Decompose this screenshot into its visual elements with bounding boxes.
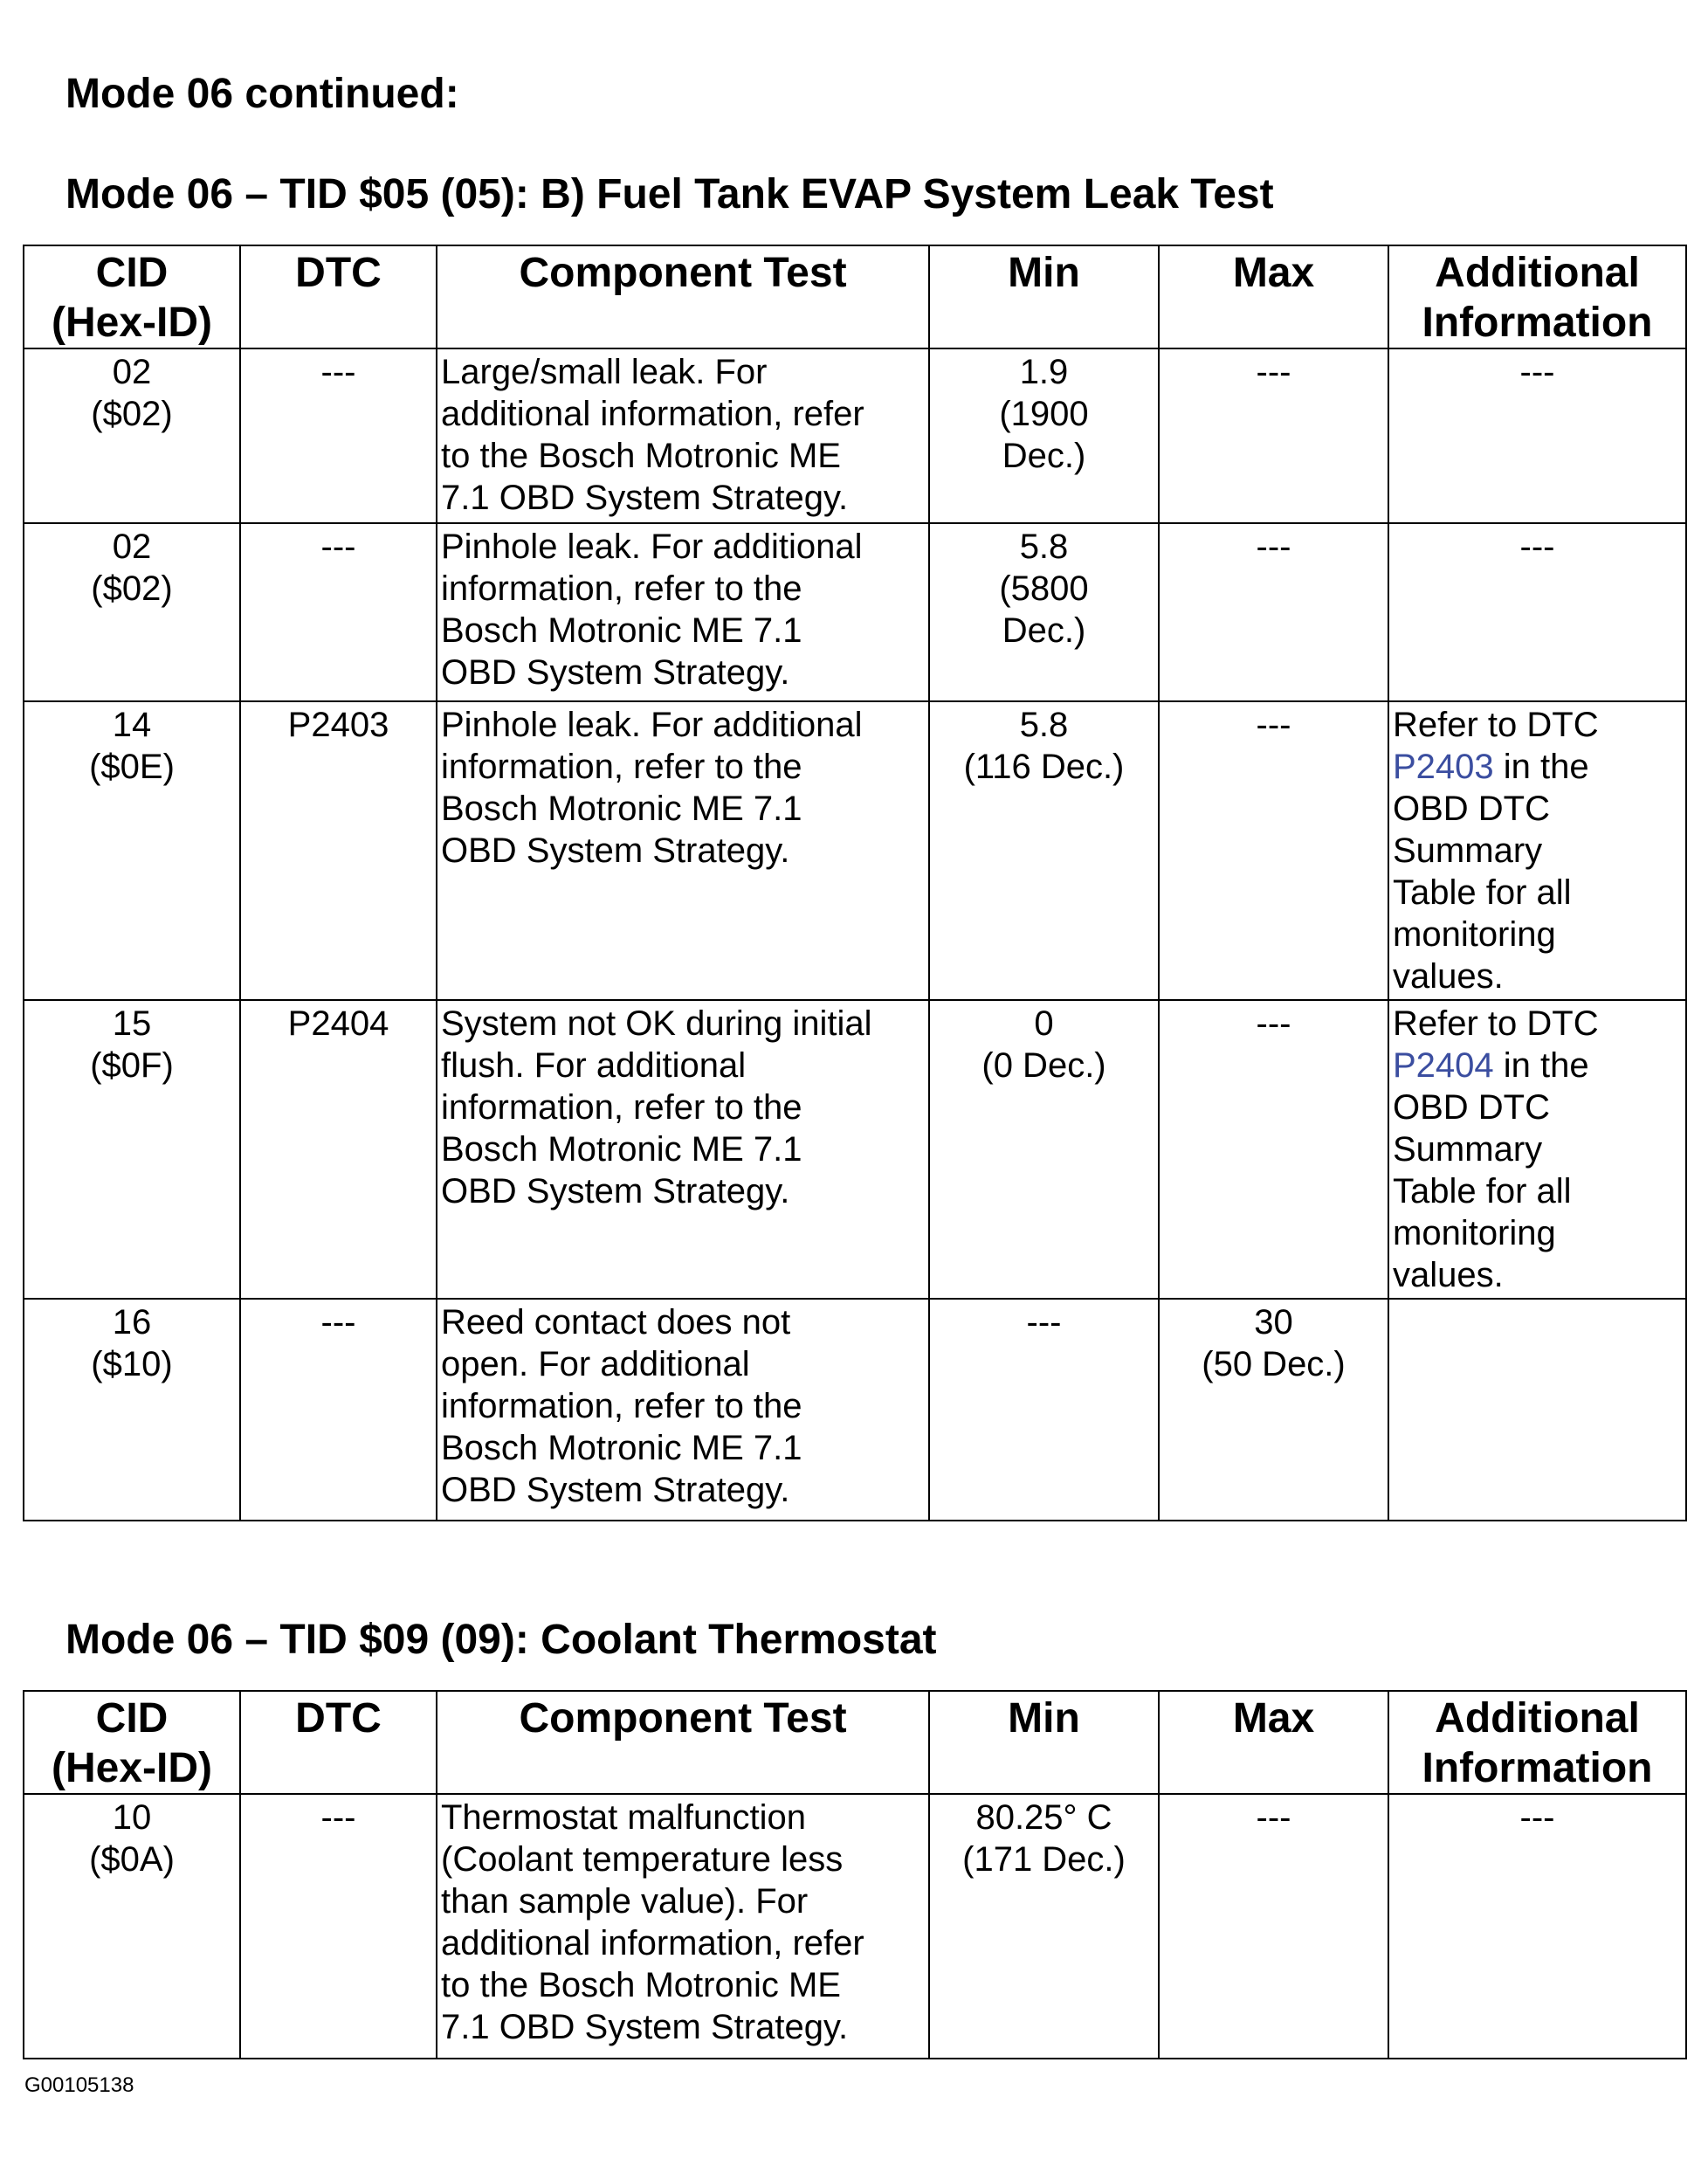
table-row [24, 523, 1686, 701]
cell-line: ($02) [91, 395, 173, 433]
min-cell [929, 523, 1159, 701]
cell-line: OBD DTC [1393, 1088, 1550, 1127]
cell-line: (171 Dec.) [962, 1840, 1126, 1879]
cell-line [1393, 746, 1682, 788]
cell-line: Dec.) [1002, 611, 1086, 650]
table-header-row [24, 1691, 1686, 1794]
cell-line: OBD DTC [1393, 790, 1550, 828]
cell-line: 02 [112, 353, 152, 391]
col-header-dtc: DTC [240, 1691, 437, 1794]
cell-line: --- [1256, 353, 1291, 391]
min-cell [929, 1299, 1159, 1521]
cell-line: than sample value). For [441, 1882, 809, 1921]
cell-line: 7.1 OBD System Strategy. [441, 479, 849, 517]
cell-line: (1900 [999, 395, 1089, 433]
cell-line: Refer to DTC [1393, 1004, 1599, 1043]
cell-line: (50 Dec.) [1202, 1345, 1346, 1383]
cell-line: 5.8 [1019, 706, 1069, 744]
cell-line: information, refer to the [441, 569, 802, 608]
dtc-reference-link[interactable]: P2404 [1393, 1046, 1494, 1085]
cell-line: Table for all [1393, 1172, 1572, 1211]
cell-line: values. [1393, 1256, 1504, 1294]
cell-line: Dec.) [1002, 437, 1086, 475]
cell-line: 02 [112, 528, 152, 566]
cell-line: ($02) [91, 569, 173, 608]
cell-line: Bosch Motronic ME 7.1 [441, 790, 802, 828]
link-suffix-text: in the [1493, 748, 1589, 786]
cell-line: to the Bosch Motronic ME [441, 1966, 841, 2004]
cell-line: monitoring [1393, 915, 1556, 954]
cell-line: Reed contact does not [441, 1303, 791, 1342]
cell-line: monitoring [1393, 1214, 1556, 1252]
table-row [24, 701, 1686, 1000]
cell-line: ($0F) [90, 1046, 174, 1085]
max-cell [1159, 348, 1388, 523]
max-cell [1159, 701, 1388, 1000]
component-test-cell [437, 701, 929, 1000]
cell-line: --- [1256, 706, 1291, 744]
cell-line: 80.25° C [975, 1798, 1112, 1837]
cell-line: Refer to DTC [1393, 706, 1599, 744]
cell-line: Bosch Motronic ME 7.1 [441, 611, 802, 650]
cell-line: --- [1256, 1798, 1291, 1837]
cell-line: 30 [1254, 1303, 1293, 1342]
link-suffix-text: in the [1493, 1046, 1589, 1085]
component-test-cell [437, 523, 929, 701]
additional-info-cell [1388, 701, 1686, 1000]
table1-title: Mode 06 – TID $05 (05): B) Fuel Tank EVAP System Leak Test [65, 171, 1274, 217]
cell-line: Pinhole leak. For additional [441, 528, 863, 566]
dtc-cell: --- [240, 1299, 437, 1521]
cell-line: ($0A) [89, 1840, 175, 1879]
cell-line: (116 Dec.) [963, 748, 1125, 786]
cell-line: 0 [1034, 1004, 1054, 1043]
cell-line: information, refer to the [441, 748, 802, 786]
cell-line: OBD System Strategy. [441, 653, 790, 692]
col-header-max: Max [1159, 1691, 1388, 1794]
cell-line: Table for all [1393, 873, 1572, 912]
table-row [24, 1794, 1686, 2059]
cell-line: additional information, refer [441, 395, 864, 433]
cell-line: 10 [112, 1798, 152, 1837]
dtc-cell: --- [240, 523, 437, 701]
max-cell [1159, 523, 1388, 701]
cell-line: --- [1026, 1303, 1062, 1342]
cell-line: Summary [1393, 831, 1543, 870]
dtc-cell: --- [240, 348, 437, 523]
col-header-min: Min [929, 245, 1159, 348]
cell-line: OBD System Strategy. [441, 1172, 790, 1211]
min-cell [929, 701, 1159, 1000]
col-header-component-test: Component Test [437, 245, 929, 348]
dtc-cell: P2403 [240, 701, 437, 1000]
table-row [24, 1299, 1686, 1521]
cell-line [1393, 1045, 1682, 1086]
cell-line: (Coolant temperature less [441, 1840, 844, 1879]
cell-line: --- [1256, 528, 1291, 566]
cid-cell [24, 523, 240, 701]
min-cell [929, 1000, 1159, 1299]
col-header-additional-info: Additional Information [1388, 245, 1686, 348]
cell-line: OBD System Strategy. [441, 831, 790, 870]
table-row [24, 348, 1686, 523]
cell-line: 7.1 OBD System Strategy. [441, 2008, 849, 2046]
cell-line: values. [1393, 957, 1504, 996]
cid-cell [24, 1000, 240, 1299]
min-cell [929, 1794, 1159, 2059]
additional-info-cell: --- [1388, 1794, 1686, 2059]
cid-cell [24, 1299, 240, 1521]
max-cell [1159, 1000, 1388, 1299]
figure-id: G00105138 [24, 2073, 134, 2097]
cell-line: 5.8 [1019, 528, 1069, 566]
cell-line: ($10) [91, 1345, 173, 1383]
cell-line: open. For additional [441, 1345, 750, 1383]
col-header-max: Max [1159, 245, 1388, 348]
additional-info-cell: --- [1388, 348, 1686, 523]
col-header-min: Min [929, 1691, 1159, 1794]
cell-line: Large/small leak. For [441, 353, 768, 391]
cell-line: information, refer to the [441, 1088, 802, 1127]
cell-line: 1.9 [1019, 353, 1069, 391]
additional-info-cell [1388, 1299, 1686, 1521]
cell-line: 14 [112, 706, 152, 744]
col-header-component-test: Component Test [437, 1691, 929, 1794]
col-header-dtc: DTC [240, 245, 437, 348]
max-cell [1159, 1794, 1388, 2059]
cid-cell [24, 1794, 240, 2059]
max-cell [1159, 1299, 1388, 1521]
col-header-cid: CID (Hex-ID) [24, 1691, 240, 1794]
additional-info-cell [1388, 1000, 1686, 1299]
min-cell [929, 348, 1159, 523]
cell-line: 16 [112, 1303, 152, 1342]
cell-line: OBD System Strategy. [441, 1471, 790, 1509]
cell-line: Bosch Motronic ME 7.1 [441, 1130, 802, 1169]
cid-cell [24, 701, 240, 1000]
additional-info-cell: --- [1388, 523, 1686, 701]
cell-line: 15 [112, 1004, 152, 1043]
dtc-cell: --- [240, 1794, 437, 2059]
col-header-cid: CID (Hex-ID) [24, 245, 240, 348]
dtc-reference-link[interactable]: P2403 [1393, 748, 1494, 786]
cell-line: (5800 [999, 569, 1089, 608]
cell-line: additional information, refer [441, 1924, 864, 1962]
component-test-cell [437, 1794, 929, 2059]
table2-title: Mode 06 – TID $09 (09): Coolant Thermostat [65, 1617, 937, 1663]
cell-line: ($0E) [89, 748, 175, 786]
cell-line: System not OK during initial [441, 1004, 872, 1043]
cell-line: --- [1256, 1004, 1291, 1043]
cid-cell [24, 348, 240, 523]
cell-line: information, refer to the [441, 1387, 802, 1425]
cell-line: Pinhole leak. For additional [441, 706, 863, 744]
col-header-additional-info: Additional Information [1388, 1691, 1686, 1794]
component-test-cell [437, 348, 929, 523]
cell-line: Thermostat malfunction [441, 1798, 806, 1837]
cell-line: to the Bosch Motronic ME [441, 437, 841, 475]
dtc-cell: P2404 [240, 1000, 437, 1299]
cell-line: Bosch Motronic ME 7.1 [441, 1429, 802, 1467]
table-row [24, 1000, 1686, 1299]
cell-line: (0 Dec.) [981, 1046, 1106, 1085]
cell-line: flush. For additional [441, 1046, 747, 1085]
continued-heading: Mode 06 continued: [65, 71, 459, 117]
component-test-cell [437, 1000, 929, 1299]
coolant-thermostat-table [23, 1690, 1687, 2059]
component-test-cell [437, 1299, 929, 1521]
cell-line: Summary [1393, 1130, 1543, 1169]
table-header-row [24, 245, 1686, 348]
evap-leak-test-table [23, 245, 1687, 1521]
